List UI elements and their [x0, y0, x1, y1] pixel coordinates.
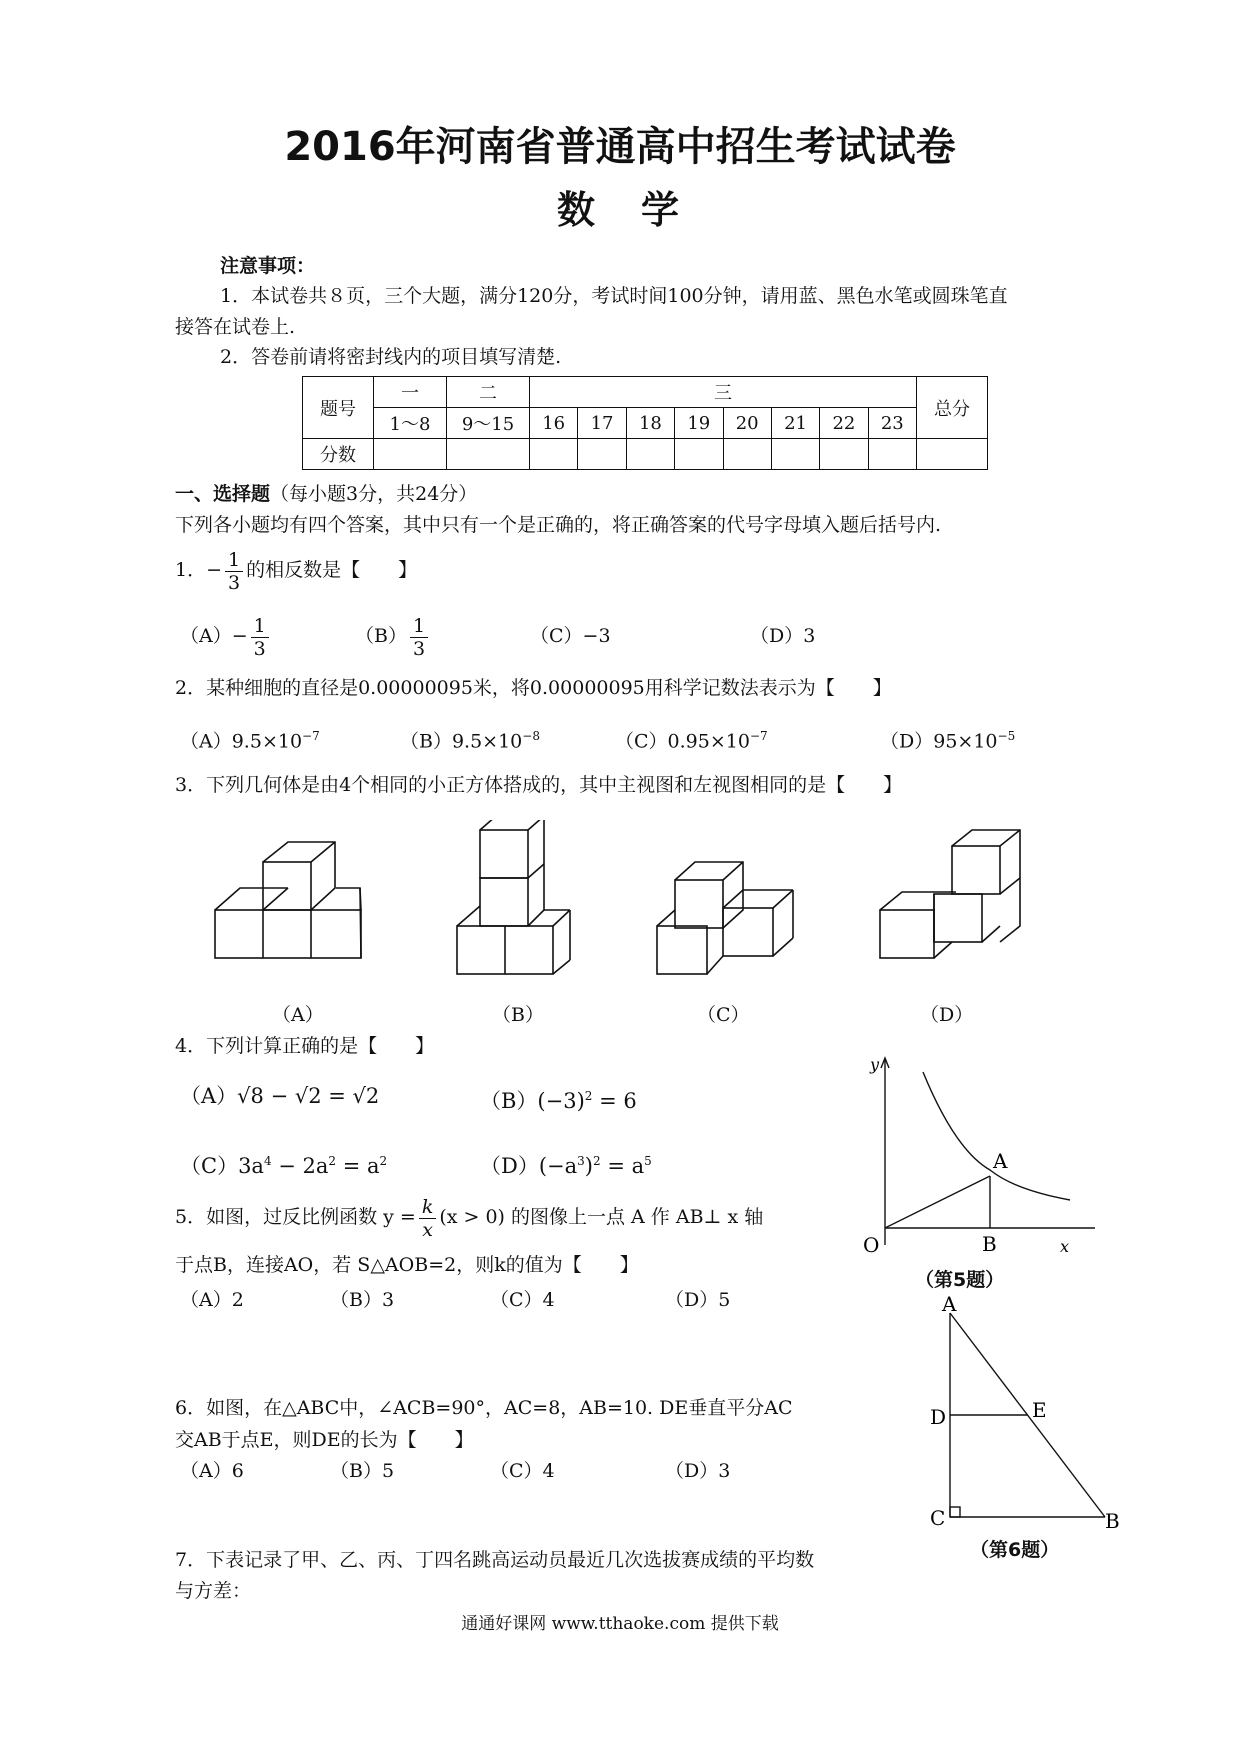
hyperbola-curve [923, 1072, 1070, 1200]
question-1-stem [175, 548, 417, 594]
score-table-number: 16 [530, 408, 578, 439]
cube-figure-c [657, 862, 793, 974]
note-item-1-line-1: 1．本试卷共８页，三个大题，满分120分，考试时间100分钟，请用蓝、黑色水笔或圆珠笔直 [220, 285, 1008, 307]
option-label: （B） [355, 625, 407, 647]
exponent: 5 [644, 1154, 652, 1168]
option-text: （C）0.95×10 [615, 730, 750, 753]
score-cell[interactable] [447, 439, 530, 470]
exponent: 2 [584, 1089, 593, 1103]
point-b-label: B [982, 1232, 997, 1256]
question-4-stem: 4．下列计算正确的是【 】 [175, 1035, 435, 1057]
score-cell[interactable] [868, 439, 916, 470]
score-table-range-1: 1～8 [374, 408, 447, 439]
question-6-option-a: （A）6 [180, 1460, 244, 1482]
y-axis-label: y [870, 1055, 880, 1074]
score-cell[interactable] [723, 439, 771, 470]
exponent: 2 [593, 1154, 601, 1168]
origin-label: O [863, 1233, 880, 1257]
figure-q5-graph [845, 1050, 1105, 1260]
section-1-score-note: （每小题3分，共24分） [270, 483, 478, 505]
figure-label-a: （A） [272, 1004, 324, 1026]
option-text: − 2a [271, 1154, 329, 1178]
cube-figure-d [880, 830, 1020, 958]
section-1-title: 一、选择题 [175, 483, 271, 505]
option-label: （A）− [180, 625, 248, 647]
score-table-number: 21 [771, 408, 819, 439]
question-4-option-d [480, 1148, 652, 1179]
fraction-numerator: 1 [410, 615, 428, 638]
fraction-denominator: x [422, 1218, 433, 1241]
score-table-label-question: 题号 [303, 377, 374, 439]
cube-figures [200, 820, 1040, 990]
fraction [410, 615, 428, 660]
exponent: 3 [577, 1154, 585, 1168]
fraction-denominator: 3 [253, 637, 266, 660]
question-2-option-a [180, 723, 320, 754]
score-table-number: 19 [675, 408, 723, 439]
fraction-numerator: k [419, 1196, 437, 1219]
question-6-line-2: 交AB于点E，则DE的长为【 】 [175, 1429, 474, 1451]
fraction-numerator: 1 [251, 615, 269, 638]
question-5-line-2: 于点B，连接AO，若 S△AOB=2，则k的值为【 】 [175, 1254, 639, 1276]
question-text: 的相反数是【 】 [246, 559, 418, 581]
exponent: −5 [997, 729, 1016, 743]
score-table-part-1: 一 [374, 377, 447, 408]
question-text: 5．如图，过反比例函数 y = [175, 1206, 416, 1228]
score-table-number: 20 [723, 408, 771, 439]
question-7-line-2: 与方差： [175, 1580, 252, 1602]
option-text: （C）3a [180, 1154, 264, 1178]
x-axis-label: x [1060, 1237, 1070, 1256]
section-1-instruction: 下列各小题均有四个答案，其中只有一个是正确的，将正确答案的代号字母填入题后括号内. [175, 514, 942, 536]
cube-figure-b [457, 820, 570, 974]
point-a-label: A [993, 1149, 1008, 1173]
score-cell[interactable] [374, 439, 447, 470]
question-2-option-c [615, 723, 768, 754]
question-5-option-a: （A）2 [180, 1289, 244, 1311]
question-4-option-b [480, 1083, 637, 1114]
notes-heading: 注意事项： [220, 255, 316, 277]
score-table-number: 23 [868, 408, 916, 439]
score-cell[interactable] [675, 439, 723, 470]
exponent: −7 [302, 729, 320, 743]
question-1-option-b [355, 614, 431, 660]
exponent: 2 [379, 1154, 388, 1168]
figure-q5-caption: （第5题） [915, 1269, 1005, 1291]
segment-ao [885, 1176, 990, 1228]
score-table-range-2: 9～15 [447, 408, 530, 439]
question-5-option-d: （D）5 [665, 1289, 731, 1311]
question-5-line-1 [175, 1195, 763, 1241]
question-3-stem: 3．下列几何体是由4个相同的小正方体搭成的，其中主视图和左视图相同的是【 】 [175, 774, 903, 796]
footer-text: 通通好课网 www.tthaoke.com 提供下载 [461, 1614, 779, 1634]
option-text: （B）(−3) [480, 1089, 585, 1113]
right-angle-mark [950, 1507, 960, 1517]
score-cell[interactable] [917, 439, 988, 470]
score-table-total: 总分 [917, 377, 988, 439]
option-text: = a [336, 1154, 380, 1178]
question-1-option-a [180, 614, 272, 660]
figure-label-c: （C） [697, 1004, 750, 1026]
score-cell[interactable] [771, 439, 819, 470]
question-6-option-b: （B）5 [330, 1460, 395, 1482]
score-table-label-score: 分数 [303, 439, 374, 470]
question-4-option-c [180, 1148, 387, 1179]
question-text: (x > 0) 的图像上一点 A 作 AB⊥ x 轴 [439, 1206, 764, 1228]
score-cell[interactable] [626, 439, 674, 470]
question-2-option-b [400, 723, 540, 754]
question-5-option-c: （C）4 [490, 1289, 555, 1311]
cube-figure-a [215, 842, 361, 958]
point-d-label: D [930, 1405, 947, 1429]
question-1-option-d: （D）3 [750, 625, 816, 647]
note-item-1-line-2: 接答在试卷上. [175, 316, 296, 338]
exponent: −8 [522, 729, 540, 743]
point-a-label: A [942, 1295, 957, 1316]
score-table-number: 18 [626, 408, 674, 439]
option-text: = 6 [592, 1089, 637, 1113]
point-e-label: E [1032, 1398, 1047, 1422]
option-text: （D）(−a [480, 1154, 578, 1178]
score-table [302, 376, 988, 470]
fraction [251, 615, 269, 660]
score-cell[interactable] [578, 439, 626, 470]
score-table-part-2: 二 [447, 377, 530, 408]
score-cell[interactable] [820, 439, 868, 470]
score-table-part-3: 三 [530, 377, 917, 408]
fraction [225, 549, 243, 594]
score-cell[interactable] [530, 439, 578, 470]
figure-label-b: （B） [492, 1004, 544, 1026]
score-table-number: 17 [578, 408, 626, 439]
subject-title: 数 学 [556, 188, 683, 232]
option-text: （A）9.5×10 [180, 730, 303, 753]
question-number: 1． [175, 559, 207, 581]
figure-q6-triangle [920, 1295, 1120, 1545]
exponent: 4 [263, 1154, 272, 1168]
question-2-option-d [880, 723, 1015, 754]
option-text: = a [600, 1154, 645, 1178]
point-b-label: B [1105, 1509, 1120, 1533]
exponent: −7 [749, 729, 768, 743]
option-text: （D）95×10 [880, 730, 998, 753]
point-c-label: C [930, 1506, 946, 1530]
fraction-numerator: 1 [225, 549, 243, 572]
question-1-option-c: （C）−3 [530, 625, 611, 647]
exponent: 2 [328, 1154, 337, 1168]
question-4-option-a: （A）√8 − √2 = √2 [180, 1084, 380, 1108]
question-6-option-d: （D）3 [665, 1460, 731, 1482]
fraction [419, 1196, 437, 1241]
note-item-2: 2．答卷前请将密封线内的项目填写清楚. [220, 346, 562, 368]
option-text: ) [584, 1154, 593, 1178]
figure-label-d: （D） [920, 1004, 974, 1026]
question-2-stem: 2．某种细胞的直径是0.00000095米，将0.00000095用科学记数法表示为【 】 [175, 677, 892, 699]
figure-q6-caption: （第6题） [970, 1539, 1060, 1561]
score-table-number: 22 [820, 408, 868, 439]
fraction-denominator: 3 [228, 571, 241, 594]
page-title: 2016年河南省普通高中招生考试试卷 [284, 124, 956, 170]
question-6-option-c: （C）4 [490, 1460, 555, 1482]
option-text: （B）9.5×10 [400, 730, 523, 753]
section-1-header [175, 481, 477, 507]
question-6-line-1: 6．如图，在△ABC中，∠ACB=90°，AC=8，AB=10. DE垂直平分AC [175, 1397, 793, 1419]
question-5-option-b: （B）3 [330, 1289, 395, 1311]
question-7-line-1: 7．下表记录了甲、乙、丙、丁四名跳高运动员最近几次选拔赛成绩的平均数 [175, 1549, 815, 1571]
minus-sign: − [206, 559, 223, 581]
fraction-denominator: 3 [412, 637, 426, 660]
